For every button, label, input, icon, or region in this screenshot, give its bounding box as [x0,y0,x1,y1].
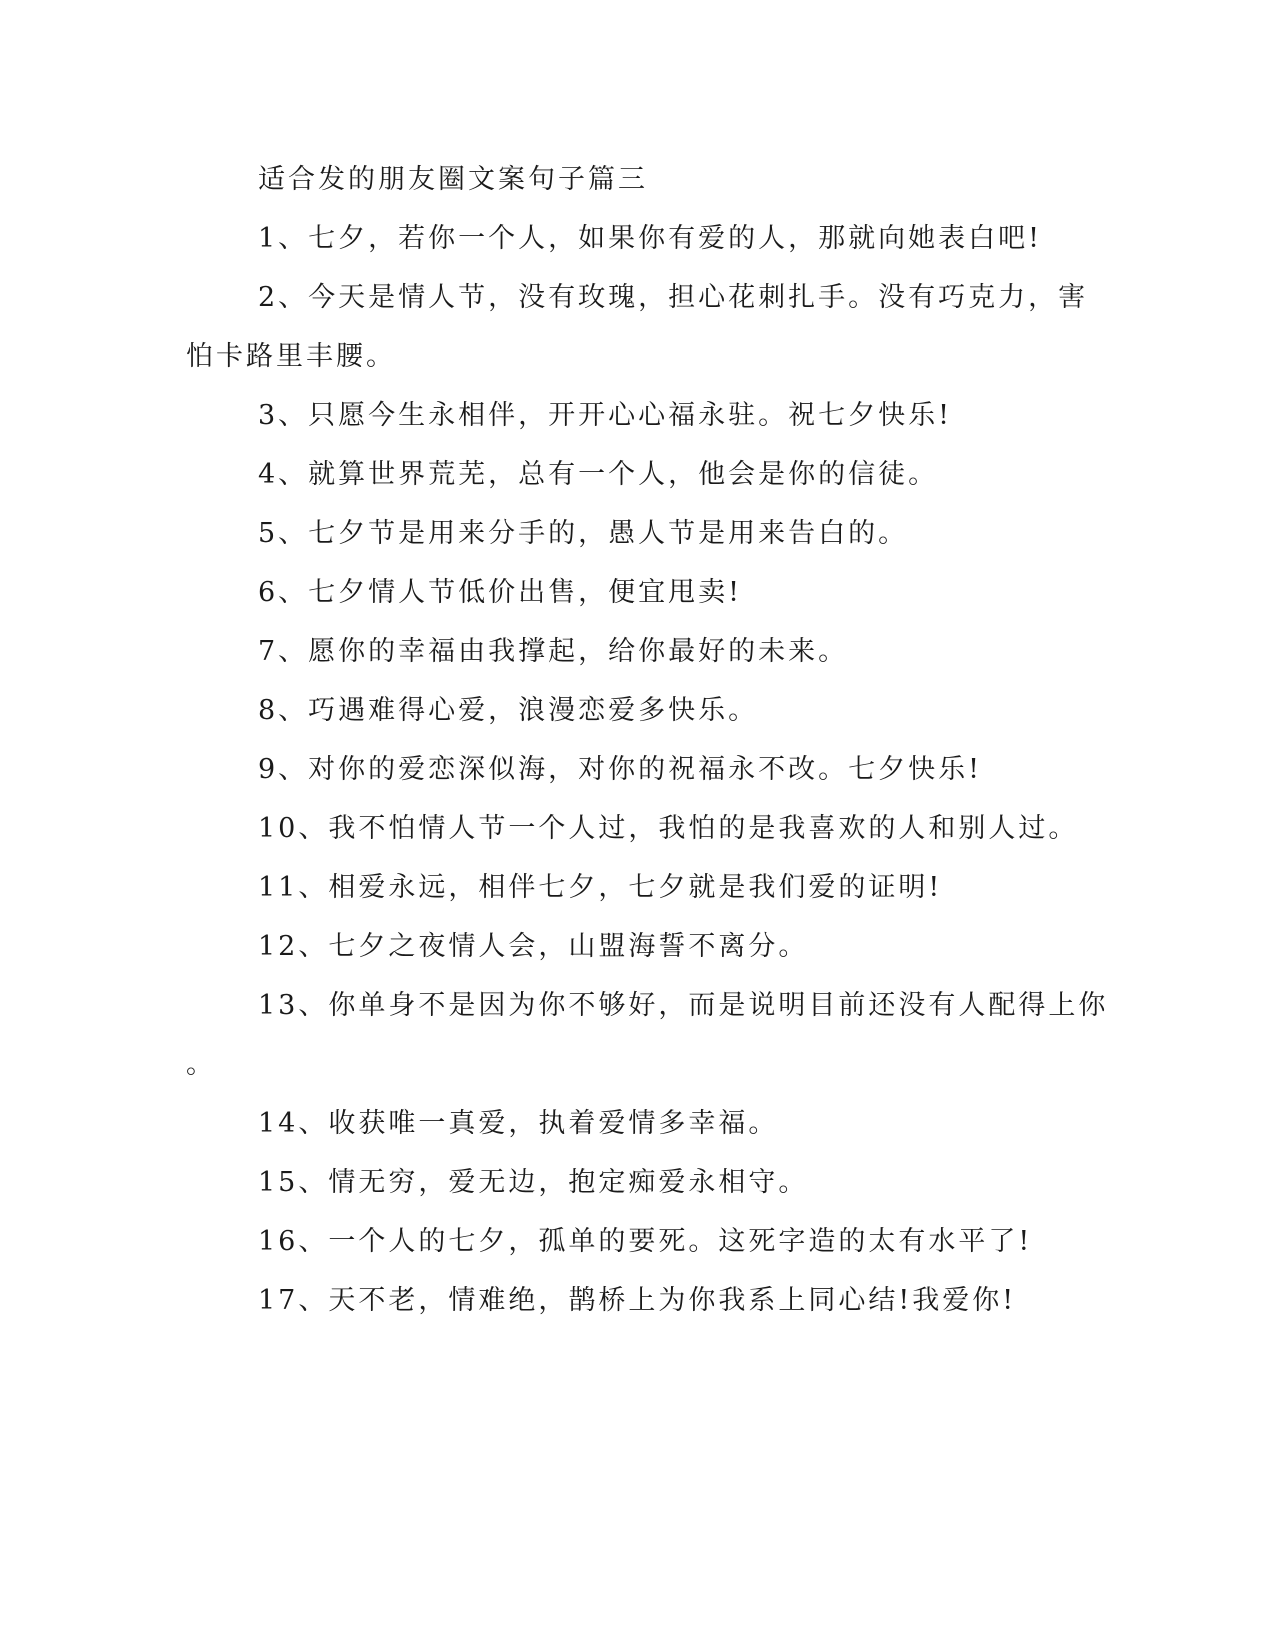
list-item: 14、收获唯一真爱，执着爱情多幸福。 [258,1108,779,1139]
list-item: 15、情无穷，爱无边，抱定痴爱永相守。 [258,1167,809,1198]
list-item: 7、愿你的幸福由我撑起，给你最好的未来。 [258,636,849,667]
list-item: 9、对你的爱恋深似海，对你的祝福永不改。七夕快乐! [258,754,983,785]
list-item: 12、七夕之夜情人会，山盟海誓不离分。 [258,931,809,962]
list-item: 4、就算世界荒芜，总有一个人，他会是你的信徒。 [258,459,939,490]
list-item-continuation: 怕卡路里丰腰。 [186,341,396,372]
list-item: 2、今天是情人节，没有玫瑰，担心花刺扎手。没有巧克力，害 [258,282,1089,313]
page-title: 适合发的朋友圈文案句子篇三 [258,164,648,195]
list-item: 13、你单身不是因为你不够好，而是说明目前还没有人配得上你 [258,990,1109,1021]
list-item: 11、相爱永远，相伴七夕，七夕就是我们爱的证明! [258,872,943,903]
list-item: 16、一个人的七夕，孤单的要死。这死字造的太有水平了! [258,1226,1033,1257]
list-item: 6、七夕情人节低价出售，便宜甩卖! [258,577,743,608]
list-item-continuation: 。 [186,1049,216,1080]
list-item: 3、只愿今生永相伴，开开心心福永驻。祝七夕快乐! [258,400,953,431]
list-item: 8、巧遇难得心爱，浪漫恋爱多快乐。 [258,695,759,726]
list-item: 1、七夕，若你一个人，如果你有爱的人，那就向她表白吧! [258,223,1043,254]
list-item: 10、我不怕情人节一个人过，我怕的是我喜欢的人和别人过。 [258,813,1079,844]
list-item: 5、七夕节是用来分手的，愚人节是用来告白的。 [258,518,909,549]
list-item: 17、天不老，情难绝，鹊桥上为你我系上同心结!我爱你! [258,1285,1017,1316]
